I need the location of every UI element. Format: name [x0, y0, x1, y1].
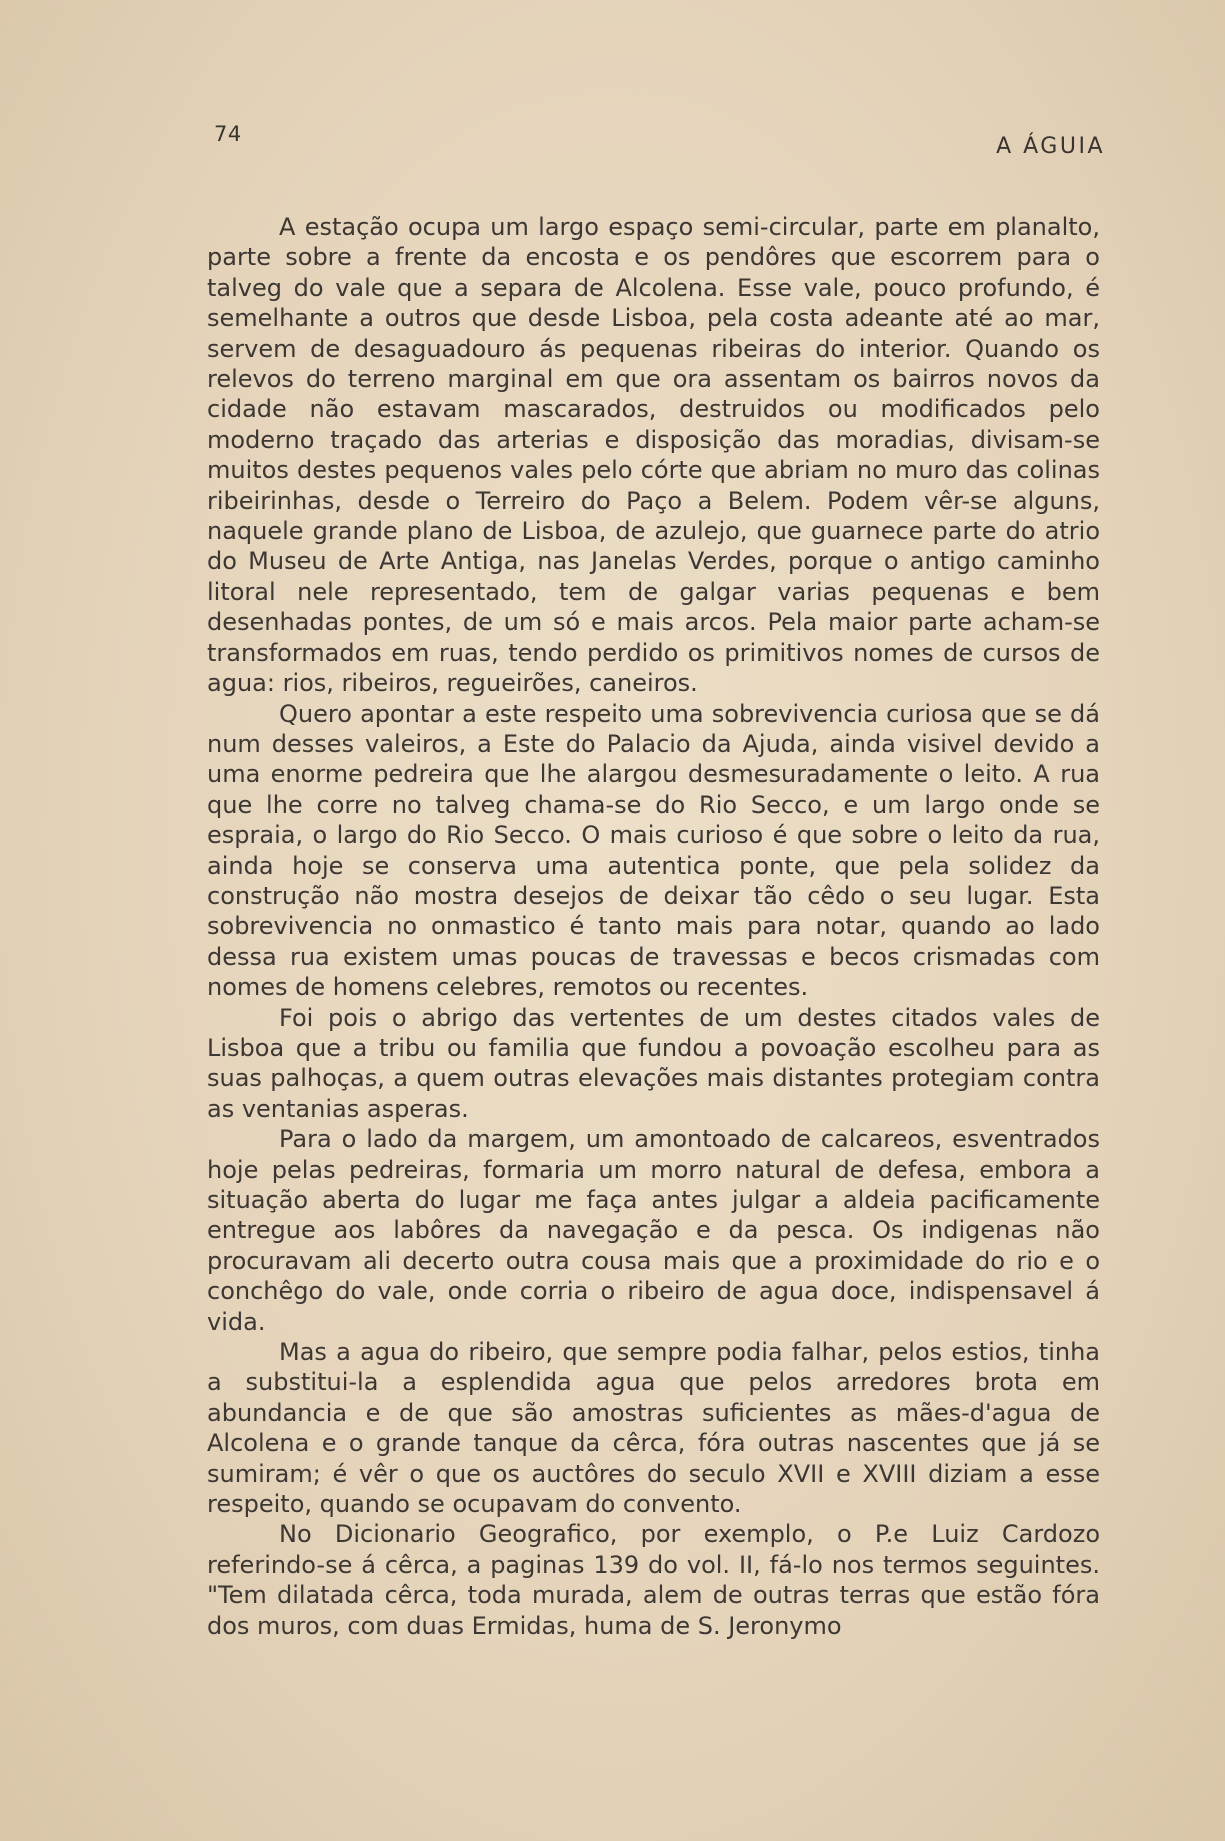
- paragraph: Para o lado da margem, um amontoado de calcareos, esventrados hoje pelas pedreiras, formaria um morro natural de defesa, embora a situação aberta do lugar me faça antes julgar a aldeia pacificamente entregue aos labôres da navegação e da pesca. Os indigenas não procuravam ali decerto outra cousa mais que a proximidade do rio e o conchêgo do vale, onde corria o ribeiro de agua doce, indispensavel á vida.: [207, 1125, 1100, 1336]
- body-text: [207, 212, 1100, 1641]
- paragraph: Quero apontar a este respeito uma sobrevivencia curiosa que se dá num desses valeiros, a Este do Palacio da Ajuda, ainda visivel devido a uma enorme pedreira que lhe alargou desmesuradamente o leito. A rua que lhe corre no talveg chama-se do Rio Secco, e um largo onde se espraia, o largo do Rio Secco. O mais curioso é que sobre o leito da rua, ainda hoje se conserva uma autentica ponte, que pela solidez da construção não mostra desejos de deixar tão cêdo o seu lugar. Esta sobrevivencia no onmastico é tanto mais para notar, quando ao lado dessa rua existem umas poucas de travessas e becos crismadas com nomes de homens celebres, remotos ou recentes.: [207, 699, 1100, 1002]
- paragraph: No Dicionario Geografico, por exemplo, o P.e Luiz Cardozo referindo-se á cêrca, a paginas 139 do vol. II, fá-lo nos termos seguintes. "Tem dilatada cêrca, toda murada, alem de outras terras que estão fóra dos muros, com duas Ermidas, huma de S. Jeronymo: [207, 1520, 1100, 1640]
- paragraph: A estação ocupa um largo espaço semi-circular, parte em planalto, parte sobre a frente da encosta e os pendôres que escorrem para o talveg do vale que a separa de Alcolena. Esse vale, pouco profundo, é semelhante a outros que desde Lisboa, pela costa adeante até ao mar, servem de desaguadouro ás pequenas ribeiras do interior. Quando os relevos do terreno marginal em que ora assentam os bairros novos da cidade não estavam mascarados, destruidos ou modificados pelo moderno traçado das arterias e disposição das moradias, divisam-se muitos destes pequenos vales pelo córte que abriam no muro das colinas ribeirinhas, desde o Terreiro do Paço a Belem. Podem vêr-se alguns, naquele grande plano de Lisboa, de azulejo, que guarnece parte do atrio do Museu de Arte Antiga, nas Janelas Verdes, porque o antigo caminho litoral nele representado, tem de galgar varias pequenas e bem desenhadas pontes, de um só e mais arcos. Pela maior parte acham-se transformados em ruas, tendo perdido os primitivos nomes de cursos de agua: rios, ribeiros, regueirões, caneiros.: [207, 213, 1100, 698]
- paragraph: Foi pois o abrigo das vertentes de um destes citados vales de Lisboa que a tribu ou familia que fundou a povoação escolheu para as suas palhoças, a quem outras elevações mais distantes protegiam contra as ventanias asperas.: [207, 1003, 1100, 1123]
- running-title: A ÁGUIA: [996, 134, 1105, 159]
- page-number: 74: [214, 122, 242, 146]
- paragraph: Mas a agua do ribeiro, que sempre podia falhar, pelos estios, tinha a substitui-la a esplendida agua que pelos arredores brota em abundancia e de que são amostras suficientes as mães-d'agua de Alcolena e o grande tanque da cêrca, fóra outras nascentes que já se sumiram; é vêr o que os auctôres do seculo XVII e XVIII diziam a esse respeito, quando se ocupavam do convento.: [207, 1338, 1100, 1519]
